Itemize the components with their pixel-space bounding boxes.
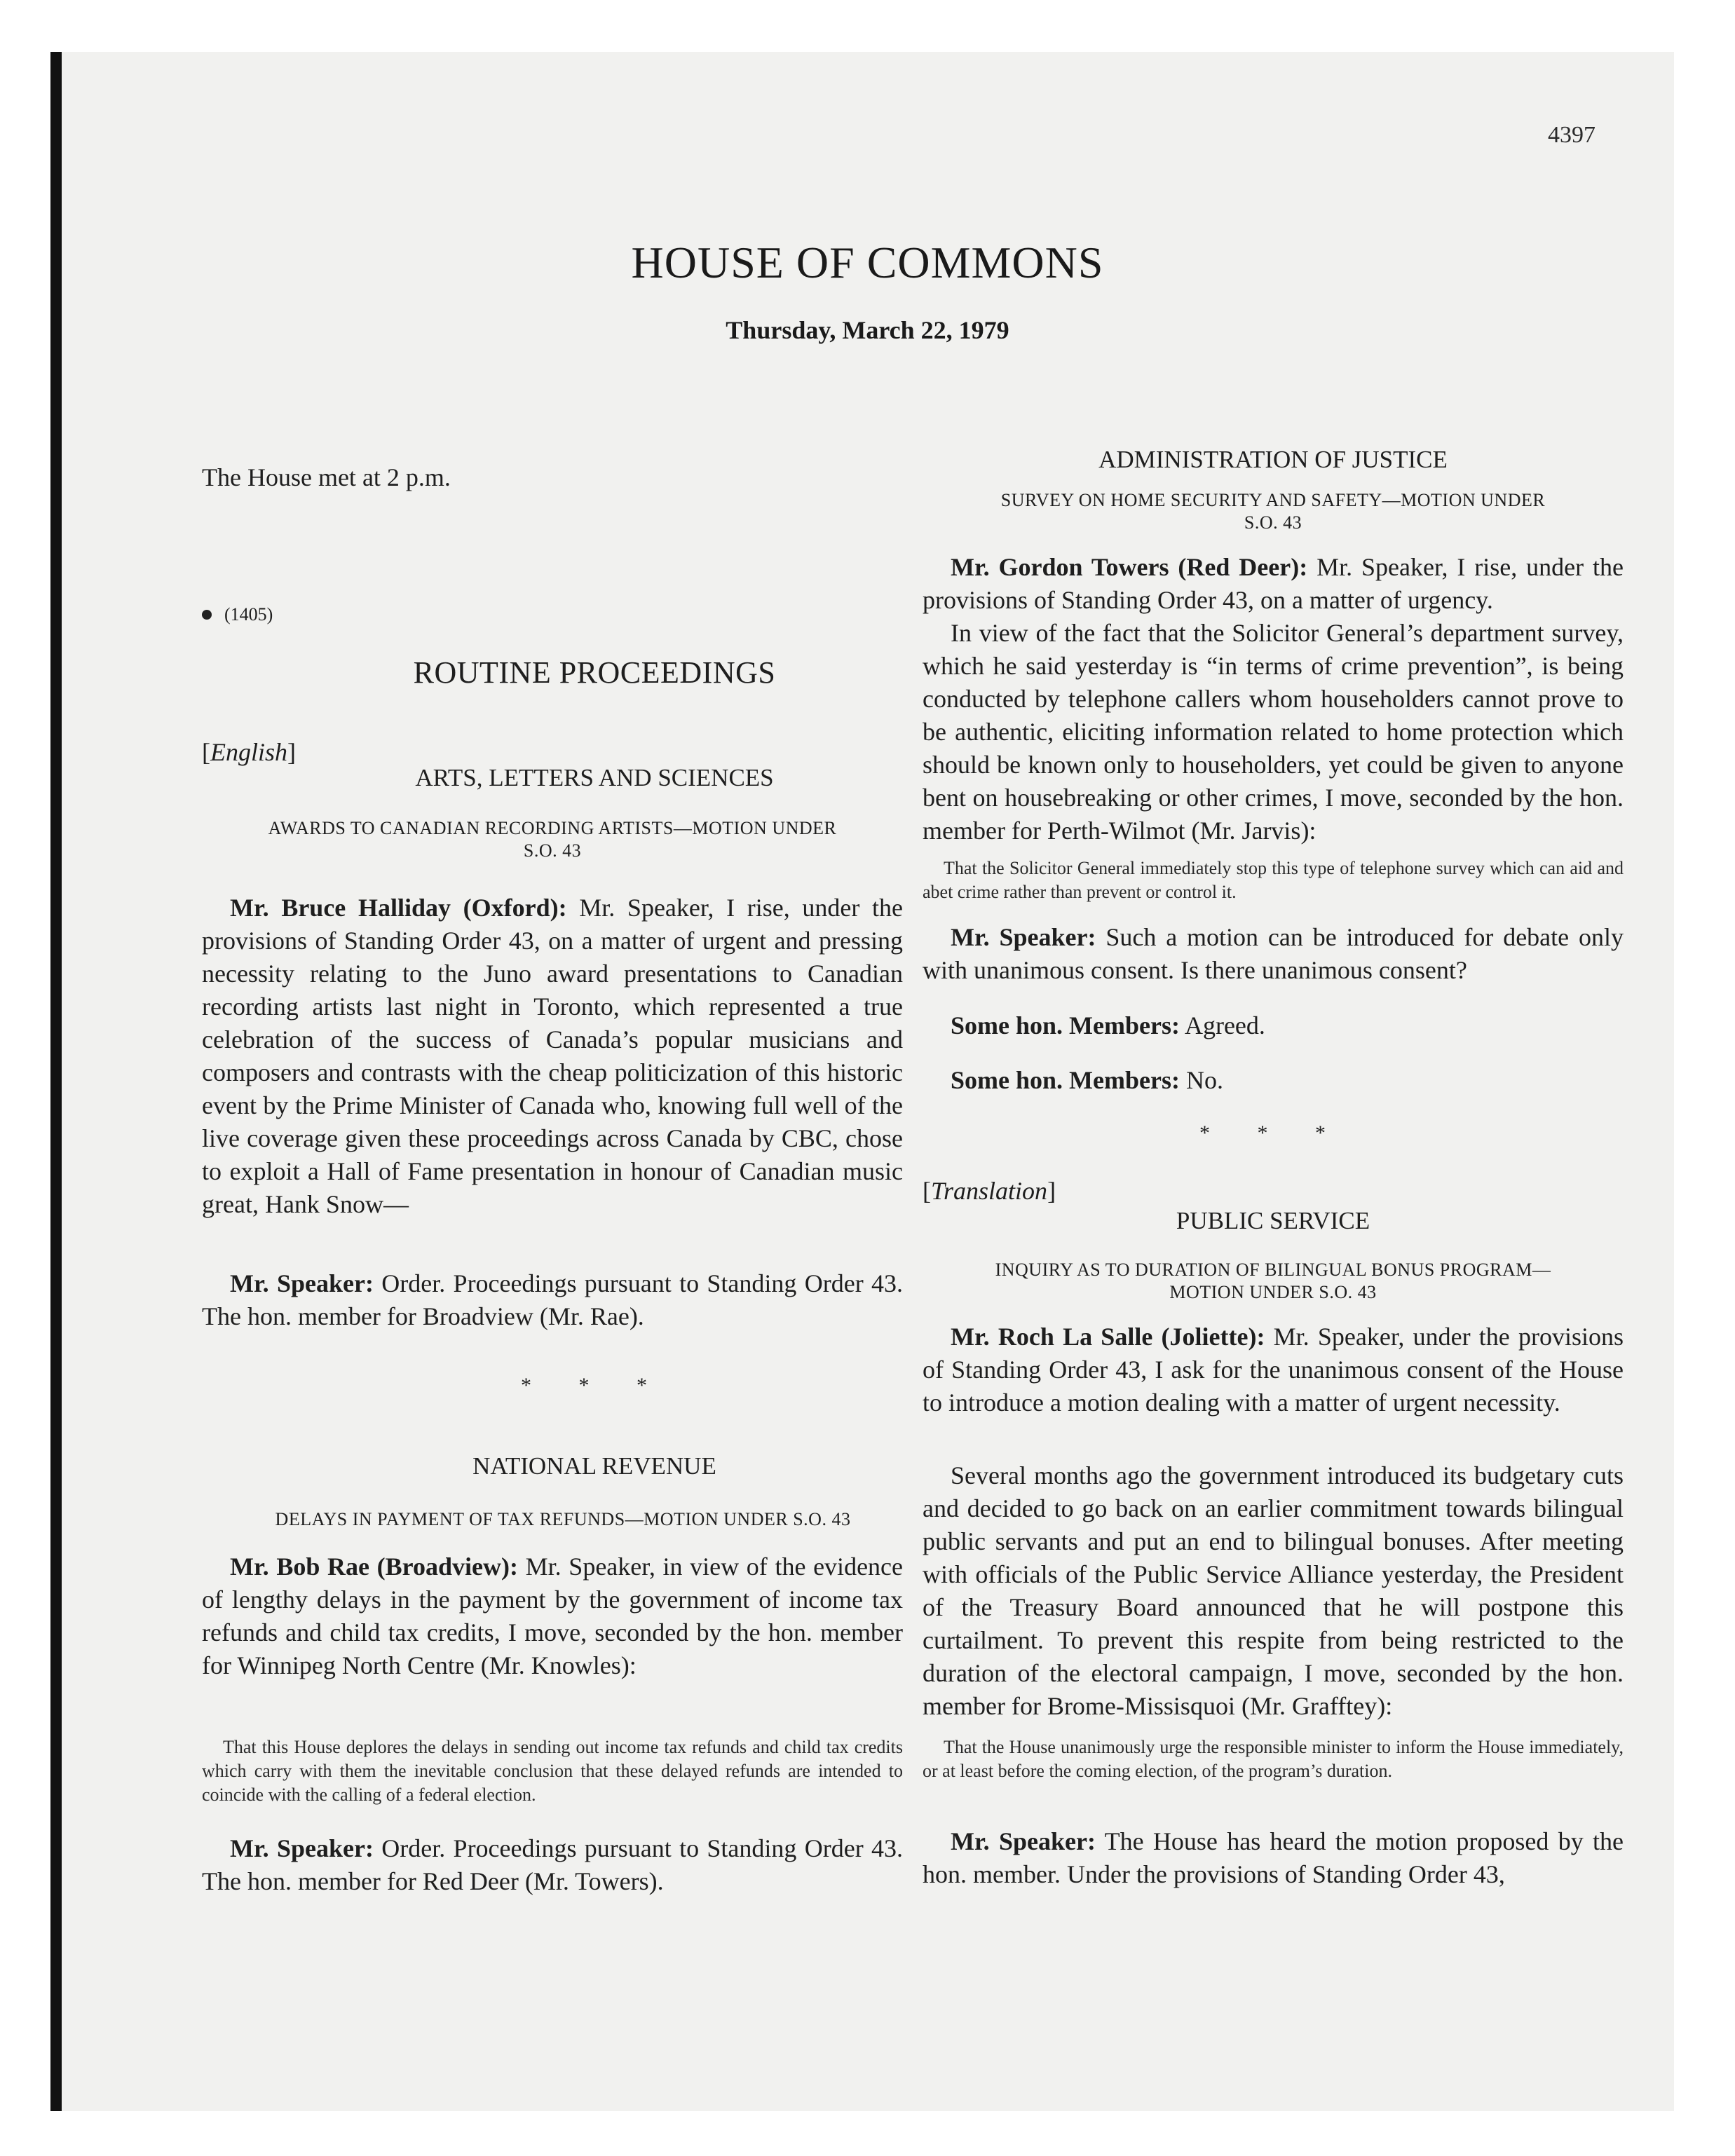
house-met-text: The House met at 2 p.m.: [202, 463, 451, 491]
speaker-name: Mr. Gordon Towers (Red Deer):: [951, 553, 1308, 581]
subsection-heading-revenue: NATIONAL REVENUE: [472, 1452, 716, 1480]
speech-paragraph: [202, 892, 903, 1221]
speaker-name: Mr. Bruce Halliday (Oxford):: [230, 894, 567, 922]
speech-paragraph: [923, 551, 1624, 617]
subheading-line: S.O. 43: [523, 840, 582, 861]
document-title: HOUSE OF COMMONS: [631, 238, 1104, 287]
speech-text: Mr. Speaker, under the provisions of Standing Order 43, I ask for the unanimous consent of the House to introduce a motion dealing with a matter of urgent necessity.: [923, 1323, 1624, 1417]
speech-paragraph: [923, 921, 1624, 987]
speaker-name: Mr. Speaker:: [951, 1827, 1096, 1855]
motion-quote: That the Solicitor General immediately stop this type of telephone survey which can aid and abet crime rather than prevent or control it.: [923, 858, 1624, 902]
scan-edge-bar: [50, 52, 62, 2111]
speaker-name: Mr. Speaker:: [230, 1269, 374, 1297]
subheading-line: S.O. 43: [1244, 512, 1302, 533]
page-number: 4397: [1548, 122, 1595, 148]
section-title: ROUTINE PROCEEDINGS: [413, 655, 776, 690]
time-marker-text: (1405): [224, 604, 273, 625]
speech-text: Order. Proceedings pursuant to Standing Order 43. The hon. member for Red Deer (Mr. Towers).: [202, 1834, 903, 1895]
section-separator: * * *: [521, 1374, 668, 1397]
subheading-line: INQUIRY AS TO DURATION OF BILINGUAL BONUS PROGRAM—: [995, 1260, 1551, 1280]
speech-text: The House has heard the motion proposed by the hon. member. Under the provisions of Standing Order 43,: [923, 1827, 1624, 1888]
speaker-name: Mr. Speaker:: [230, 1834, 374, 1862]
speech-paragraph: [202, 1550, 903, 1682]
subsection-subheading-justice: [909, 489, 1638, 534]
speech-paragraph: Several months ago the government introduced its budgetary cuts and decided to go back on an earlier commitment towards bilingual public servants and put an end to bilingual bonuses. After meeting with officials of the Public Service Alliance yesterday, the President of the Treasury Board announced that he will postpone this curtailment. To prevent this respite from being restricted to the duration of the electoral campaign, I move, seconded by the hon. member for Brome-Missisquoi (Mr. Grafftey):: [923, 1461, 1624, 1720]
subheading-line: MOTION UNDER S.O. 43: [1169, 1282, 1377, 1302]
speech-paragraph: [923, 1321, 1624, 1419]
subsection-heading-justice: ADMINISTRATION OF JUSTICE: [1098, 446, 1448, 473]
speech-text: Mr. Speaker, I rise, under the provisions of Standing Order 43, on a matter of urgency.: [923, 553, 1624, 614]
motion-quote: That this House deplores the delays in sending out income tax refunds and child tax credits which carry with them the inevitable conclusion that these delayed refunds are intended to coincide with the calling of a federal election.: [202, 1737, 903, 1805]
time-marker: [202, 604, 903, 625]
speech-paragraph: [923, 1009, 1624, 1042]
subsection-subheading-public-service: [909, 1259, 1638, 1304]
subsection-subheading-revenue: DELAYS IN PAYMENT OF TAX REFUNDS—MOTION UNDER S.O. 43: [275, 1509, 851, 1529]
speech-text: Order. Proceedings pursuant to Standing Order 43. The hon. member for Broadview (Mr. Rae).: [202, 1269, 903, 1330]
bullet-icon: [202, 610, 212, 620]
speech-text: Agreed.: [1179, 1011, 1265, 1039]
subsection-heading-arts: ARTS, LETTERS AND SCIENCES: [415, 764, 774, 791]
speaker-name: Mr. Speaker:: [951, 923, 1096, 951]
language-marker: [ Translation ]: [923, 1176, 1624, 1206]
speech-text: No.: [1179, 1066, 1223, 1094]
speech-paragraph: [923, 1825, 1624, 1891]
speaker-name: Some hon. Members:: [951, 1066, 1180, 1094]
speech-paragraph: [202, 1832, 903, 1898]
speech-text: Such a motion can be introduced for debate only with unanimous consent. Is there unanimous consent?: [923, 923, 1624, 984]
section-separator: * * *: [1199, 1121, 1347, 1145]
speaker-name: Mr. Roch La Salle (Joliette):: [951, 1323, 1265, 1351]
subsection-heading-public-service: PUBLIC SERVICE: [1176, 1207, 1370, 1234]
subsection-subheading-arts: [188, 817, 917, 862]
speech-paragraph: In view of the fact that the Solicitor General’s department survey, which he said yesterday is “in terms of crime prevention”, is being conducted by telephone callers whom householders cannot prove to be authentic, eliciting information related to home protection which should be known only to householders, yet could be given to anyone bent on housebreaking or other crimes, I move, seconded by the hon. member for Perth-Wilmot (Mr. Jarvis):: [923, 619, 1624, 845]
speaker-name: Mr. Bob Rae (Broadview):: [230, 1553, 518, 1581]
speech-paragraph: [923, 1064, 1624, 1097]
speech-paragraph: [202, 1267, 903, 1333]
subheading-line: AWARDS TO CANADIAN RECORDING ARTISTS—MOTION UNDER: [268, 818, 837, 838]
subheading-line: SURVEY ON HOME SECURITY AND SAFETY—MOTION UNDER: [1000, 490, 1546, 510]
speech-text: Mr. Speaker, in view of the evidence of lengthy delays in the payment by the government of income tax refunds and child tax credits, I move, seconded by the hon. member for Winnipeg North Centre (Mr. Knowles):: [202, 1553, 903, 1679]
document-date: Thursday, March 22, 1979: [726, 316, 1009, 344]
speech-text: Mr. Speaker, I rise, under the provisions of Standing Order 43, on a matter of urgent and pressing necessity relating to the Juno award presentations to Canadian recording artists last night in Toronto, which represented a true celebration of the success of Canada’s popular musicians and composers and contrasts with the cheap politicization of this historic event by the Prime Minister of Canada who, knowing full well of the live coverage given these proceedings across Canada by CBC, chose to exploit a Hall of Fame presentation in honour of Canadian music great, Hank Snow—: [202, 894, 903, 1218]
speaker-name: Some hon. Members:: [951, 1011, 1180, 1039]
language-marker: [ English ]: [202, 737, 903, 767]
motion-quote: That the House unanimously urge the responsible minister to inform the House immediately, or at least before the coming election, of the program’s duration.: [923, 1737, 1624, 1781]
